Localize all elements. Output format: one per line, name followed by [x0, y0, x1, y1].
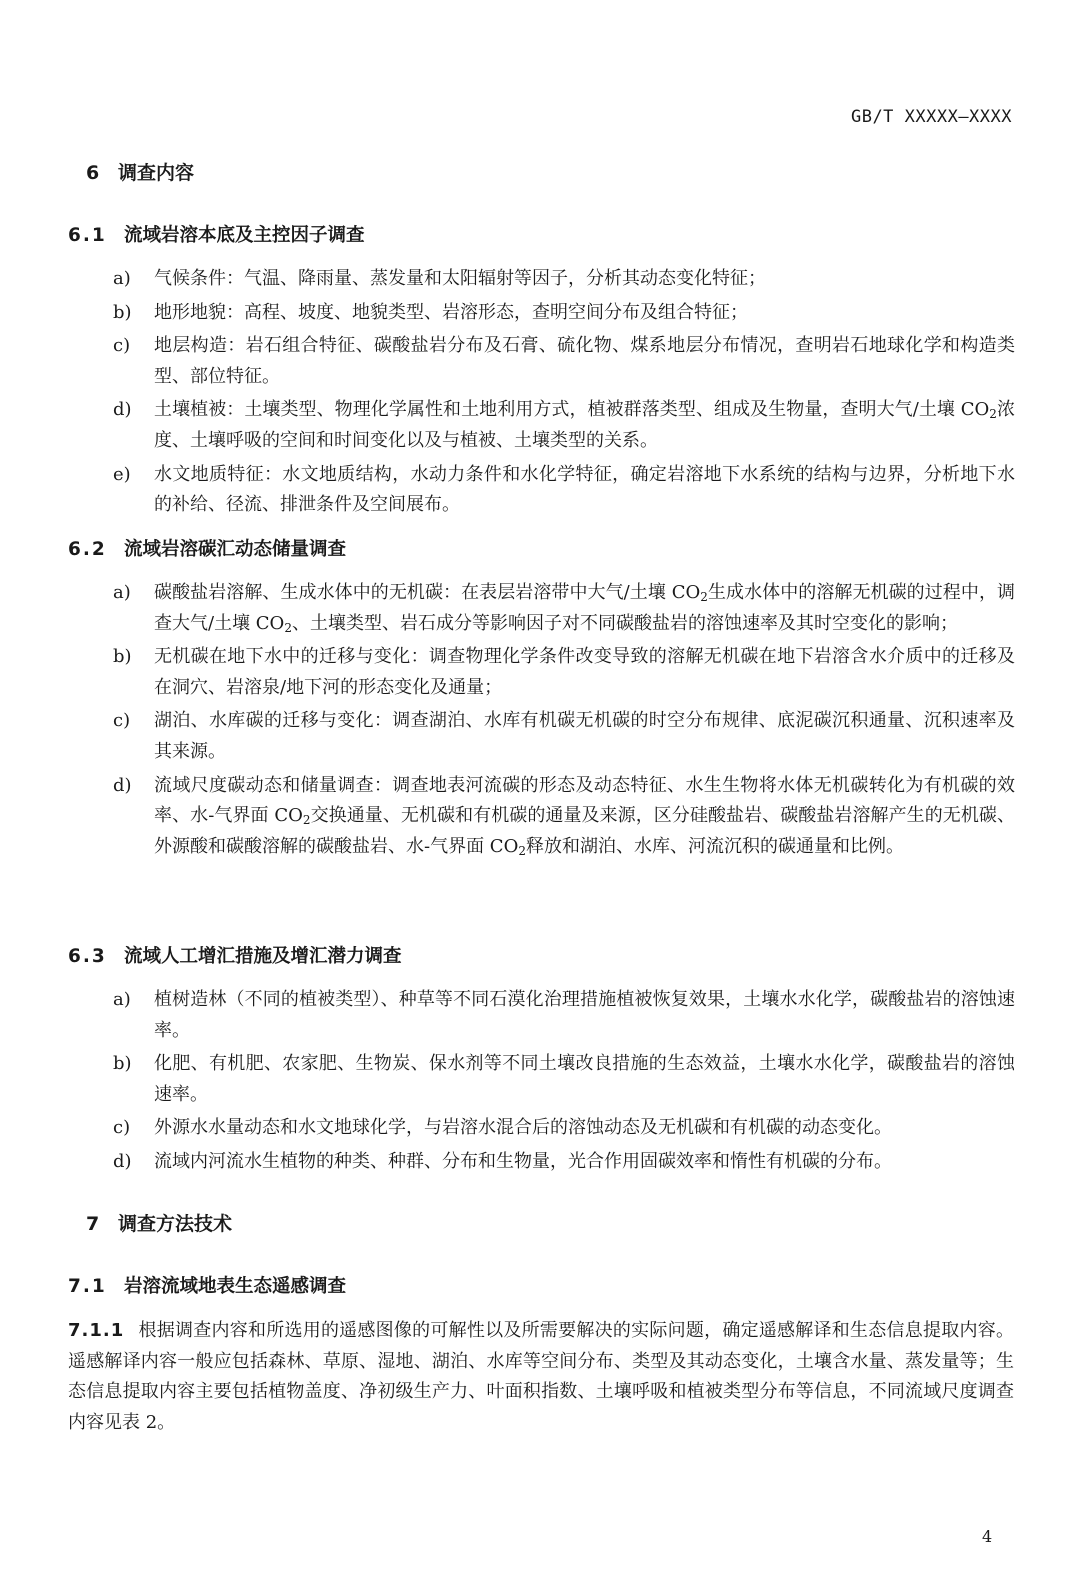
list-item	[113, 706, 1015, 767]
item-text: 土壤植被：土壤类型、物理化学属性和土地利用方式，植被群落类型、组成及生物量，查明大气/土壤 $CO_2$浓度、土壤呼吸的空间和时间变化以及与植被、土壤类型的关系。	[154, 399, 1016, 451]
item-text: 水文地质特征：水文地质结构，水动力条件和水化学特征，确定岩溶地下水系统的结构与边界，分析地下水的补给、径流、排泄条件及空间展布。	[154, 463, 1015, 516]
item-label: b)	[113, 646, 132, 668]
page-number: 4	[982, 1527, 993, 1546]
section-7-1-heading	[68, 1272, 346, 1298]
section-title: 岩溶流域地表生态遥感调查	[124, 1276, 347, 1297]
item-text: 气候条件：气温、降雨量、蒸发量和太阳辐射等因子，分析其动态变化特征；	[154, 268, 766, 289]
list-item	[113, 1147, 1015, 1178]
item-label: d)	[113, 774, 132, 796]
list-item	[113, 1049, 1015, 1110]
section-number: 6.2	[68, 539, 107, 560]
list-item	[113, 1113, 1015, 1144]
list-item	[113, 460, 1015, 521]
item-text: 无机碳在地下水中的迁移与变化：调查物理化学条件改变导致的溶解无机碳在地下岩溶含水介质中的迁移及在洞穴、岩溶泉/地下河的形态变化及通量；	[154, 646, 1015, 698]
item-label: b)	[113, 1053, 132, 1075]
list-item	[113, 331, 1015, 392]
section-number: 6.3	[68, 946, 107, 967]
item-text: 地层构造：岩石组合特征、碳酸盐岩分布及石膏、硫化物、煤系地层分布情况，查明岩石地球化学和构造类型、部位特征。	[154, 335, 1015, 387]
section-6-3-heading	[68, 942, 402, 968]
clause-text: 根据调查内容和所选用的遥感图像的可解性以及所需要解决的实际问题，确定遥感解译和生态信息提取内容。遥感解译内容一般应包括森林、草原、湿地、湖泊、水库等空间分布、类型及其动态变化，土壤含水量、蒸发量等；生态信息提取内容主要包括植物盖度、净初级生产力、叶面积指数、土壤呼吸和植被类型分布等信息，不同流域尺度调查内容见表 2。	[68, 1320, 1014, 1433]
item-label: b)	[113, 301, 132, 323]
list-item	[113, 642, 1015, 703]
item-text: 外源水水量动态和水文地球化学，与岩溶水混合后的溶蚀动态及无机碳和有机碳的动态变化。	[154, 1117, 892, 1139]
section-6-heading	[86, 158, 194, 185]
item-text: 流域内河流水生植物的种类、种群、分布和生物量，光合作用固碳效率和惰性有机碳的分布。	[154, 1150, 892, 1172]
list-item	[113, 771, 1015, 863]
item-text: 地形地貌：高程、坡度、地貌类型、岩溶形态，查明空间分布及组合特征；	[154, 301, 748, 323]
list-item	[113, 578, 1015, 639]
section-number: 6.1	[68, 225, 107, 246]
item-label: d)	[113, 1150, 132, 1172]
section-number: 7	[86, 1213, 100, 1235]
item-label: c)	[113, 710, 131, 732]
item-label: d)	[113, 399, 132, 421]
item-label: c)	[113, 335, 131, 357]
item-label: e)	[113, 463, 131, 485]
section-title: 调查内容	[118, 162, 195, 184]
section-number: 7.1	[68, 1276, 107, 1297]
item-label: c)	[113, 1117, 131, 1139]
item-label: a)	[113, 268, 131, 289]
paragraph-7-1-1	[68, 1316, 1014, 1438]
item-text: 流域尺度碳动态和储量调查：调查地表河流碳的形态及动态特征、水生生物将水体无机碳转化为有机碳的效率、水-气界面 $CO_2$交换通量、无机碳和有机碳的通量及来源，区分硅酸盐岩、碳酸盐岩溶解产生的无机碳、外源酸和碳酸溶解的碳酸盐岩、水-气界面 $CO_2$释放和湖泊、水库、河流沉积的碳通量和比例。	[154, 774, 1015, 858]
item-text: 湖泊、水库碳的迁移与变化：调查湖泊、水库有机碳无机碳的时空分布规律、底泥碳沉积通量、沉积速率及其来源。	[154, 710, 1015, 762]
section-6-1-list	[113, 264, 1015, 524]
list-item	[113, 264, 1015, 295]
section-number: 6	[86, 162, 100, 184]
section-6-2-list	[113, 578, 1015, 865]
section-title: 流域岩溶本底及主控因子调查	[124, 225, 365, 246]
section-title: 调查方法技术	[118, 1213, 233, 1235]
clause-number: 7.1.1	[68, 1320, 125, 1341]
list-item	[113, 298, 1015, 329]
list-item	[113, 985, 1015, 1046]
item-label: a)	[113, 582, 131, 603]
section-7-heading	[86, 1209, 232, 1236]
item-text: 植树造林（不同的植被类型）、种草等不同石漠化治理措施植被恢复效果，土壤水水化学，碳酸盐岩的溶蚀速率。	[154, 989, 1015, 1041]
section-title: 流域岩溶碳汇动态储量调查	[124, 539, 347, 560]
item-label: a)	[113, 989, 131, 1010]
section-6-2-heading	[68, 535, 346, 561]
section-title: 流域人工增汇措施及增汇潜力调查	[124, 946, 402, 967]
list-item	[113, 395, 1015, 456]
section-6-1-heading	[68, 221, 365, 247]
section-6-3-list	[113, 985, 1015, 1181]
item-text: 碳酸盐岩溶解、生成水体中的无机碳：在表层岩溶带中大气/土壤 $CO_2$生成水体中的溶解无机碳的过程中，调查大气/土壤 $CO_2$、土壤类型、岩石成分等影响因子对不同碳酸盐岩的溶蚀速率及其时空变化的影响；	[154, 582, 1016, 635]
item-text: 化肥、有机肥、农家肥、生物炭、保水剂等不同土壤改良措施的生态效益，土壤水水化学，碳酸盐岩的溶蚀速率。	[154, 1053, 1015, 1105]
standard-code: GB/T XXXXX—XXXX	[850, 107, 1012, 127]
